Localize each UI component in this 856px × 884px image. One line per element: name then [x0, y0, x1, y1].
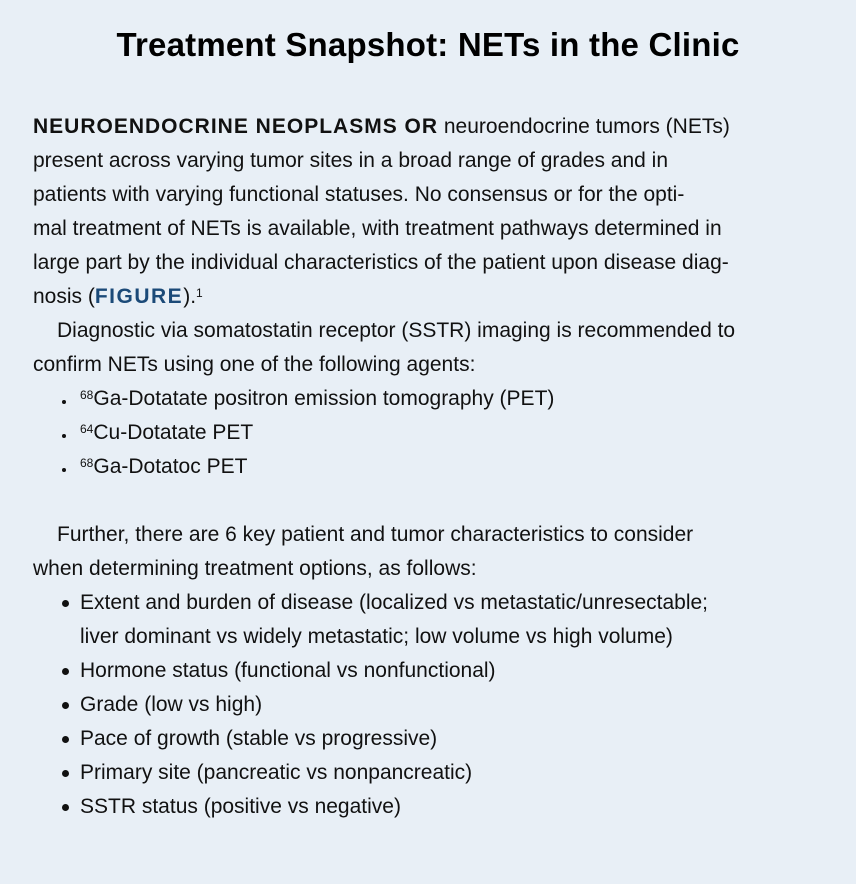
intro-line	[33, 110, 730, 144]
page-title: Treatment Snapshot: NETs in the Clinic	[116, 26, 740, 63]
bullet-icon	[62, 400, 66, 404]
characteristic-item: Hormone status (functional vs nonfunctional)	[80, 659, 496, 682]
bullet-icon	[62, 668, 69, 675]
agent-item	[80, 450, 247, 484]
agent-item	[80, 416, 253, 450]
intro-line: mal treatment of NETs is available, with treatment pathways determined in	[33, 217, 722, 240]
agent-item	[80, 382, 554, 416]
bullet-icon	[62, 600, 69, 607]
bullet-icon	[62, 434, 66, 438]
bullet-icon	[62, 770, 69, 777]
characteristic-item: Grade (low vs high)	[80, 693, 263, 716]
characteristics-line: when determining treatment options, as follows:	[33, 557, 477, 580]
lead-in: NEUROENDOCRINE NEOPLASMS OR	[33, 115, 439, 138]
figure-link[interactable]: FIGURE	[94, 285, 184, 308]
bullet-icon	[62, 702, 69, 709]
intro-line	[33, 280, 203, 314]
isotope: 68	[80, 388, 94, 402]
diagnostic-line: Diagnostic via somatostatin receptor (SSTR) imaging is recommended to	[57, 319, 736, 342]
bullet-icon	[62, 804, 69, 811]
isotope: 64	[80, 422, 94, 436]
characteristic-item: Pace of growth (stable vs progressive)	[80, 727, 438, 750]
bullet-icon	[62, 468, 66, 472]
intro-text: nosis (	[33, 285, 95, 308]
diagnostic-line: confirm NETs using one of the following agents:	[33, 353, 476, 376]
agent-text: Ga-Dotatate positron emission tomography (PET)	[93, 387, 555, 410]
characteristic-item: SSTR status (positive vs negative)	[80, 795, 401, 818]
intro-text: neuroendocrine tumors (NETs)	[438, 115, 730, 138]
agent-text: Ga-Dotatoc PET	[93, 455, 248, 478]
intro-line: present across varying tumor sites in a broad range of grades and in	[33, 149, 669, 172]
characteristic-item-cont: liver dominant vs widely metastatic; low volume vs high volume)	[80, 625, 673, 648]
characteristics-line: Further, there are 6 key patient and tumor characteristics to consider	[57, 523, 694, 546]
isotope: 68	[80, 456, 94, 470]
characteristic-item: Primary site (pancreatic vs nonpancreatic)	[80, 761, 473, 784]
intro-text: ).	[183, 285, 197, 308]
intro-line: large part by the individual characteristics of the patient upon disease diag-	[33, 251, 729, 274]
bullet-icon	[62, 736, 69, 743]
intro-line: patients with varying functional statuses. No consensus or for the opti-	[33, 183, 685, 206]
agent-text: Cu-Dotatate PET	[93, 421, 254, 444]
characteristic-item: Extent and burden of disease (localized vs metastatic/unresectable;	[80, 591, 709, 614]
footnote-ref[interactable]: 1	[196, 286, 203, 300]
